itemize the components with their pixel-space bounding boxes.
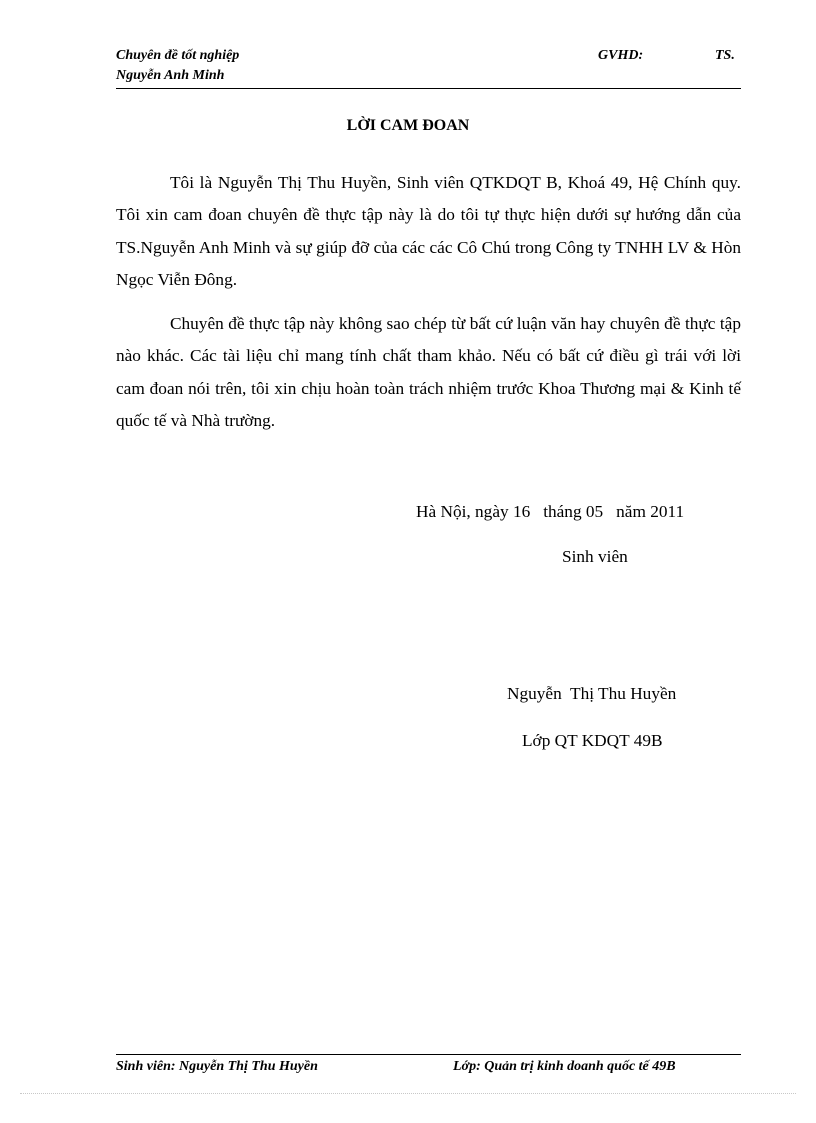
footer-student: Sinh viên: Nguyễn Thị Thu Huyền <box>116 1059 318 1074</box>
page-title: LỜI CAM ĐOAN <box>346 117 470 134</box>
signature-date: Hà Nội, ngày 16 tháng 05 năm 2011 <box>416 502 685 521</box>
header-gvhd-label: GVHD: <box>598 48 644 63</box>
header-topic: Chuyên đề tốt nghiệp <box>116 48 240 63</box>
signature-name: Nguyễn Thị Thu Huyền <box>507 684 677 703</box>
paragraph-2: Chuyên đề thực tập này không sao chép từ bất cứ luận văn hay chuyên đề thực tập nào khác. Các tài liệu chỉ mang tính chất tham khảo. Nếu có bất cứ điều gì trái với lời cam đoan nói trên, tôi xin chịu hoàn toàn trách nhiệm trước Khoa Thương mại & Kinh tế quốc tế và Nhà trường. <box>116 314 741 430</box>
footer-divider <box>116 1054 741 1055</box>
header-divider <box>116 88 741 89</box>
footer-class: Lớp: Quản trị kinh doanh quốc tế 49B <box>453 1059 676 1074</box>
header-gvhd-title: TS. <box>715 48 735 63</box>
paragraph-1: Tôi là Nguyễn Thị Thu Huyền, Sinh viên QTKDQT B, Khoá 49, Hệ Chính quy. Tôi xin cam đoan chuyên đề thực tập này là do tôi tự thực hiện dưới sự hướng dẫn của TS.Nguyễn Anh Minh và sự giúp đỡ của các các Cô Chú trong Công ty TNHH LV & Hòn Ngọc Viễn Đông. <box>116 173 741 289</box>
page-bottom-dotted-border <box>20 1093 796 1094</box>
signature-role: Sinh viên <box>562 547 628 566</box>
header-gvhd-name: Nguyễn Anh Minh <box>116 68 225 83</box>
signature-class: Lớp QT KDQT 49B <box>522 731 663 750</box>
